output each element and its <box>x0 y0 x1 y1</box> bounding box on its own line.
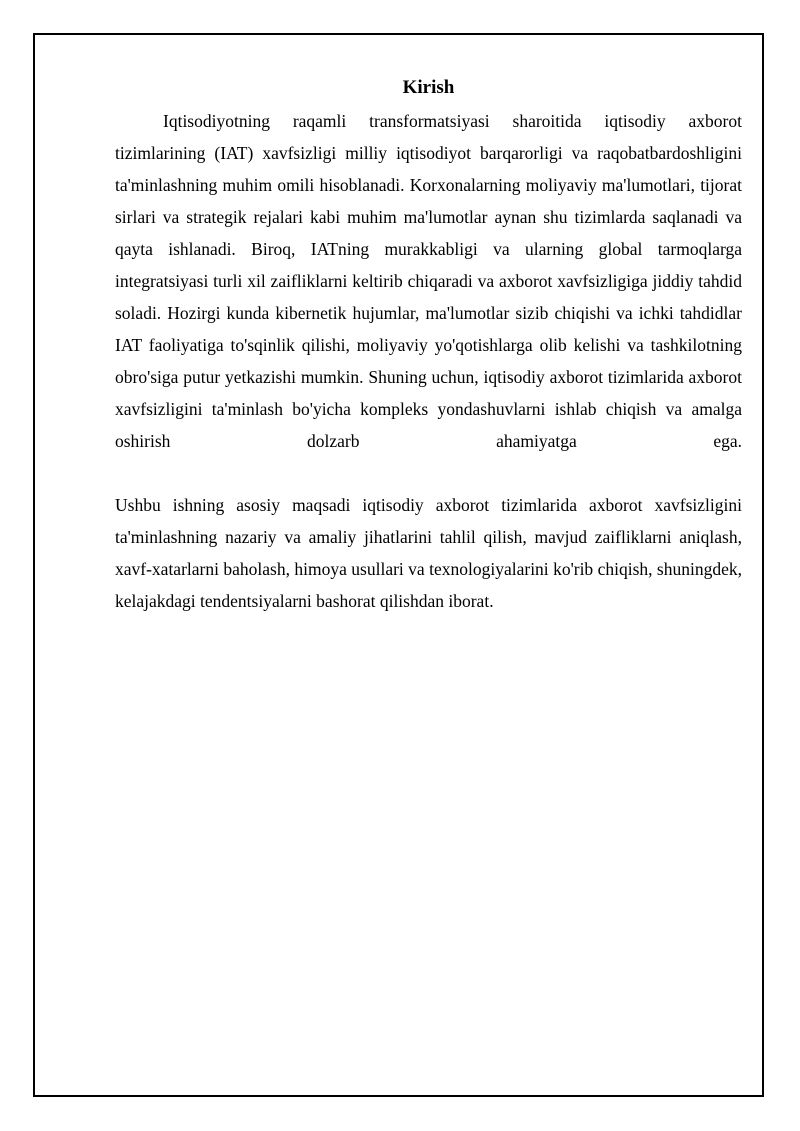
goal-paragraph: Ushbu ishning asosiy maqsadi iqtisodiy axborot tizimlarida axborot xavfsizligini ta'minlashning nazariy va amaliy jihatlarini tahlil qilish, mavjud zaifliklarni aniqlash, xavf-xatarlarni baholash, himoya usullari va texnologiyalarini ko'rib chiqish, shuningdek, kelajakdagi tendentsiyalarni bashorat qilishdan iborat. <box>115 495 742 611</box>
document-body <box>115 75 742 617</box>
intro-paragraph: Iqtisodiyotning raqamli transformatsiyasi sharoitida iqtisodiy axborot tizimlarining (IAT) xavfsizligi milliy iqtisodiyot barqarorligi va raqobatbardoshligini ta'minlashning muhim omili hisoblanadi. Korxonalarning moliyaviy ma'lumotlari, tijorat sirlari va strategik rejalari kabi muhim ma'lumotlar aynan shu tizimlarda saqlanadi va qayta ishlanadi. Biroq, IATning murakkabligi va ularning global tarmoqlarga integratsiyasi turli xil zaifliklarni keltirib chiqaradi va axborot xavfsizligiga jiddiy tahdid soladi. Hozirgi kunda kibernetik hujumlar, ma'lumotlar sizib chiqishi va ichki tahdidlar IAT faoliyatiga to'sqinlik qilishi, moliyaviy yo'qotishlarga olib kelishi va tashkilotning obro'siga putur yetkazishi mumkin. Shuning uchun, iqtisodiy axborot tizimlarida axborot xavfsizligini ta'minlash bo'yicha kompleks yondashuvlarni ishlab chiqish va amalga oshirish dolzarb ahamiyatga ega. <box>115 111 742 451</box>
document-title: Kirish <box>402 77 455 98</box>
